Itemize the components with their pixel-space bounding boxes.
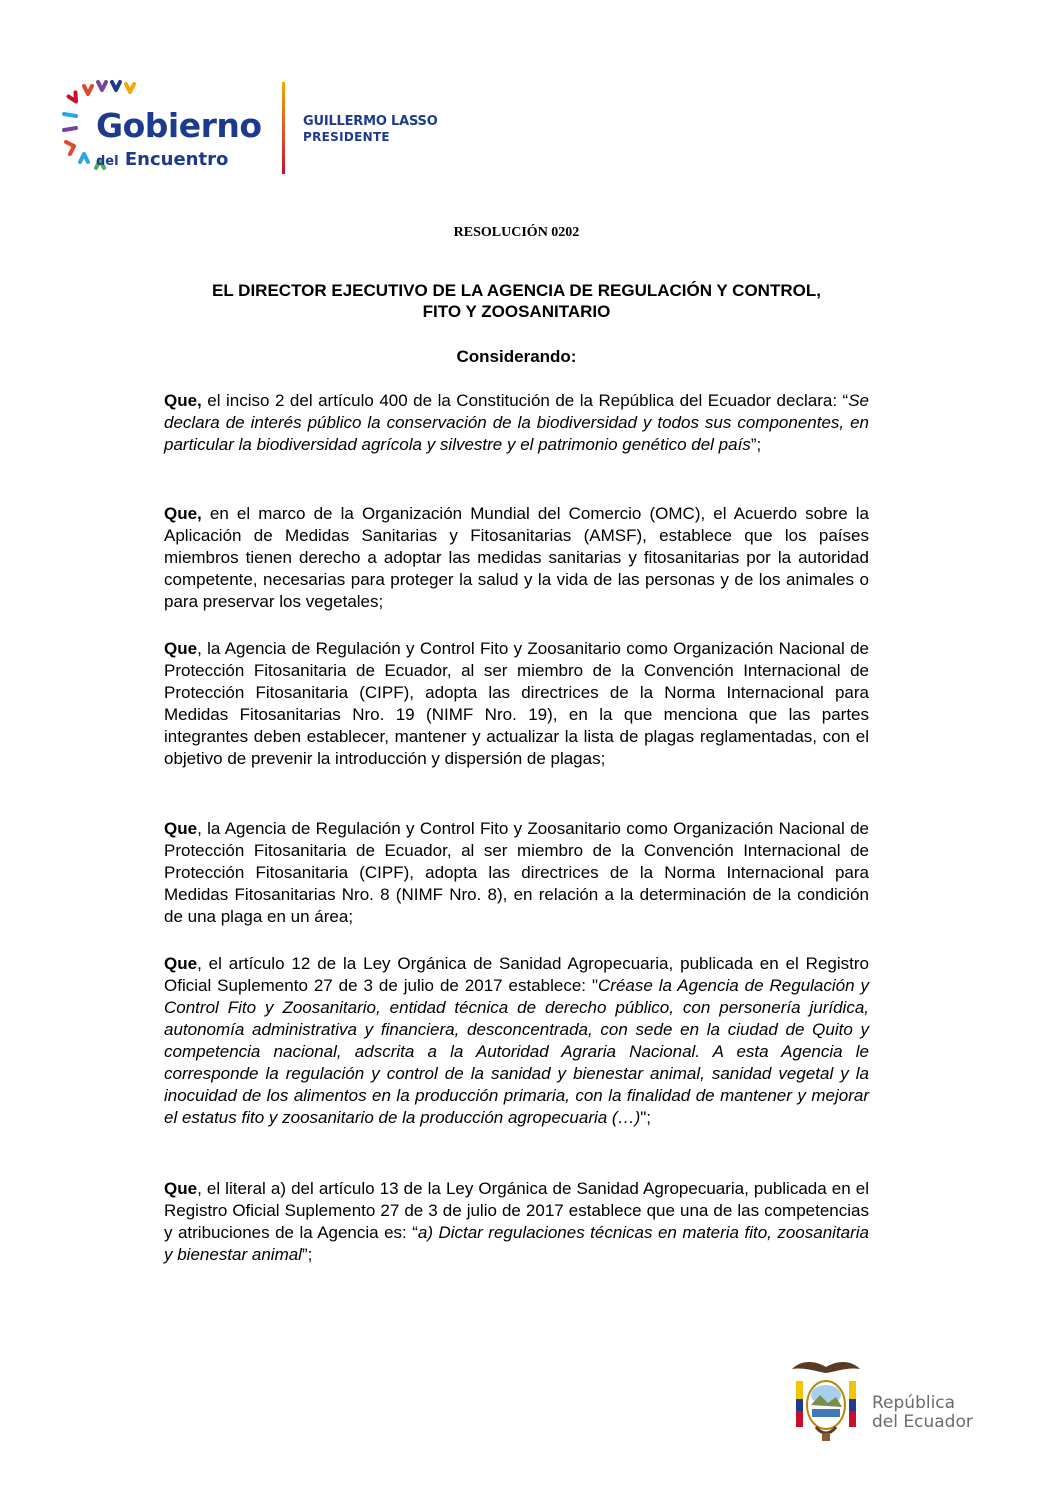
president-name: GUILLERMO LASSO: [303, 114, 438, 129]
paragraph: [164, 503, 869, 613]
paragraph: [164, 818, 869, 928]
logo-sub-word: Encuentro: [124, 149, 229, 170]
president-title: PRESIDENTE: [303, 130, 390, 144]
logo-sub-text: [96, 149, 228, 170]
paragraph-quote: Se declara de interés público la conservación de la biodiversidad y todos sus componentes, en particular la biodiversidad agrícola y silvestre y el patrimonio genético del país: [164, 391, 869, 454]
government-logo: [60, 76, 480, 176]
paragraph: [164, 390, 869, 456]
logo-sub-small: del: [96, 154, 119, 169]
resolution-number: RESOLUCIÓN 0202: [453, 225, 580, 240]
republic-name-line-2: del Ecuador: [872, 1412, 973, 1432]
paragraph-text: el inciso 2 del artículo 400 de la Constitución de la República del Ecuador declara: “: [201, 391, 849, 410]
logo-main-text: Gobierno: [96, 106, 262, 145]
paragraph-quote: a) Dictar regulaciones técnicas en materia fito, zoosanitaria y bienestar animal: [164, 1223, 869, 1264]
document-title: [164, 280, 869, 322]
paragraph-text: , la Agencia de Regulación y Control Fito y Zoosanitario como Organización Nacional de Protección Fitosanitaria de Ecuador, al ser miembro de la Convención Internacional de Protección Fitosanitaria (CIPF), adopta las directrices de la Norma Internacional para Medidas Fitosanitarias Nro. 19 (NIMF Nro. 19), en la que menciona que las partes integrantes deben establecer, mantener y actualizar la lista de plagas reglamentadas, con el objetivo de prevenir la introducción y dispersión de plagas;: [164, 639, 869, 768]
paragraph-lead: Que: [164, 639, 198, 658]
paragraph-text: , la Agencia de Regulación y Control Fito y Zoosanitario como Organización Nacional de Protección Fitosanitaria de Ecuador, al ser miembro de la Convención Internacional de Protección Fitosanitaria (CIPF), adopta las directrices de la Norma Internacional para Medidas Fitosanitarias Nro. 8 (NIMF Nro. 8), en relación a la determinación de la condición de una plaga en un área;: [164, 819, 869, 926]
logo-divider: [282, 82, 285, 174]
considering-heading: Considerando:: [456, 347, 577, 366]
title-line-2: FITO Y ZOOSANITARIO: [422, 302, 611, 321]
paragraph-lead: Que: [164, 819, 198, 838]
republic-name-line-1: República: [872, 1393, 956, 1413]
coat-of-arms-icon: [786, 1355, 866, 1447]
paragraph-tail: ”;: [301, 1245, 313, 1264]
paragraph-text: en el marco de la Organización Mundial del Comercio (OMC), el Acuerdo sobre la Aplicación de Medidas Sanitarias y Fitosanitarias (AMSF), establece que los países miembros tienen derecho a adoptar las medidas sanitarias y fitosanitarias por la autoridad competente, necesarias para proteger la salud y la vida de las personas y de los animales o para preservar los vegetales;: [164, 504, 869, 611]
republic-seal: [786, 1355, 986, 1450]
paragraph-lead: Que: [164, 954, 198, 973]
paragraph-lead: Que,: [164, 504, 202, 523]
title-line-1: EL DIRECTOR EJECUTIVO DE LA AGENCIA DE REGULACIÓN Y CONTROL,: [212, 281, 821, 300]
paragraph: [164, 638, 869, 770]
paragraph-tail: ";: [640, 1108, 652, 1127]
paragraph-tail: ”;: [750, 435, 762, 454]
paragraph-lead: Que: [164, 1179, 198, 1198]
paragraph: [164, 1178, 869, 1266]
paragraph-lead: Que,: [164, 391, 202, 410]
paragraph-text: , el artículo 12 de la Ley Orgánica de Sanidad Agropecuaria, publicada en el Registro Oficial Suplemento 27 de 3 de julio de 2017 establece: ": [164, 954, 869, 995]
paragraph-text: , el literal a) del artículo 13 de la Ley Orgánica de Sanidad Agropecuaria, publicada en el Registro Oficial Suplemento 27 de 3 de julio de 2017 establece que una de las competencias y atribuciones de la Agencia es: “: [164, 1179, 869, 1242]
paragraph-quote: Créase la Agencia de Regulación y Control Fito y Zoosanitario, entidad técnica de derecho público, con personería jurídica, autonomía administrativa y financiera, desconcentrada, con sede en la ciudad de Quito y competencia nacional, adscrita a la Autoridad Agraria Nacional. A esta Agencia le corresponde la regulación y control de la sanidad y bienestar animal, sanidad vegetal y la inocuidad de los alimentos en la producción primaria, con la finalidad de mantener y mejorar el estatus fito y zoosanitario de la producción agropecuaria (…): [164, 976, 870, 1127]
paragraph: [164, 953, 869, 1129]
